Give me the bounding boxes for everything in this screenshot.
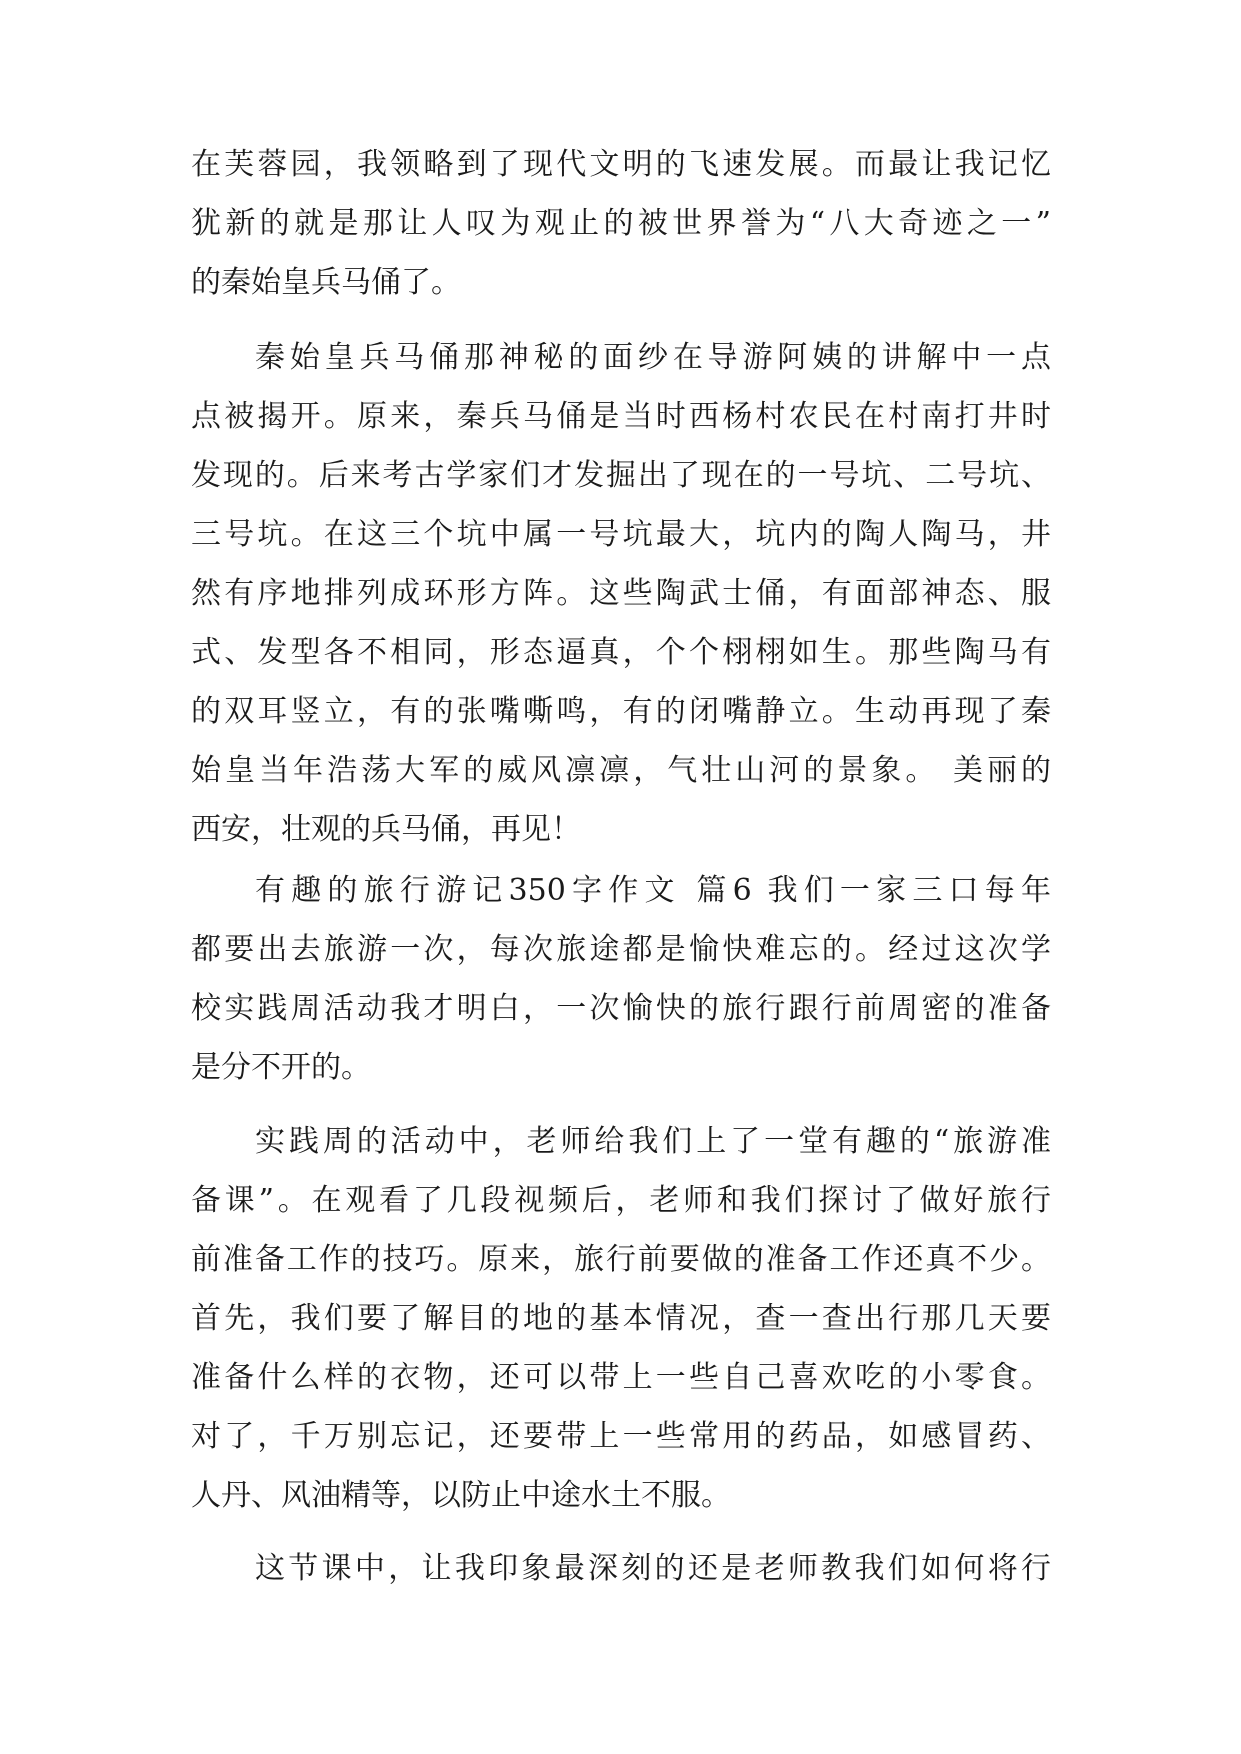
text-line: 的秦始皇兵马俑了。 (191, 265, 461, 300)
text-line: 有趣的旅行游记350字作文 篇6 我们一家三口每年 (255, 873, 1051, 908)
text-line: 首先，我们要了解目的地的基本情况，查一查出行那几天要 (191, 1301, 1051, 1336)
text-line: 人丹、风油精等，以防止中途水土不服。 (191, 1478, 731, 1513)
text-line: 在芙蓉园，我领略到了现代文明的飞速发展。而最让我记忆 (191, 147, 1051, 182)
text-line: 备课”。在观看了几段视频后，老师和我们探讨了做好旅行 (191, 1183, 1051, 1218)
text-line: 秦始皇兵马俑那神秘的面纱在导游阿姨的讲解中一点 (255, 340, 1051, 375)
text-line: 前准备工作的技巧。原来，旅行前要做的准备工作还真不少。 (191, 1242, 1051, 1277)
text-line: 犹新的就是那让人叹为观止的被世界誉为“八大奇迹之一” (191, 206, 1051, 241)
text-line: 对了，千万别忘记，还要带上一些常用的药品，如感冒药、 (191, 1419, 1051, 1454)
text-line: 都要出去旅游一次，每次旅途都是愉快难忘的。经过这次学 (191, 932, 1051, 967)
text-line: 实践周的活动中，老师给我们上了一堂有趣的“旅游准 (255, 1124, 1051, 1159)
text-line: 点被揭开。原来，秦兵马俑是当时西杨村农民在村南打井时 (191, 399, 1051, 434)
text-line: 发现的。后来考古学家们才发掘出了现在的一号坑、二号坑、 (191, 458, 1051, 493)
text-line: 西安，壮观的兵马俑，再见！ (191, 812, 581, 847)
text-line: 校实践周活动我才明白，一次愉快的旅行跟行前周密的准备 (191, 991, 1051, 1026)
text-line: 三号坑。在这三个坑中属一号坑最大，坑内的陶人陶马，井 (191, 517, 1051, 552)
text-line: 准备什么样的衣物，还可以带上一些自己喜欢吃的小零食。 (191, 1360, 1051, 1395)
text-line: 然有序地排列成环形方阵。这些陶武士俑，有面部神态、服 (191, 576, 1051, 611)
text-line: 是分不开的。 (191, 1050, 371, 1085)
text-line: 式、发型各不相同，形态逼真，个个栩栩如生。那些陶马有 (191, 635, 1051, 670)
text-line: 这节课中，让我印象最深刻的还是老师教我们如何将行 (255, 1551, 1051, 1586)
text-line: 始皇当年浩荡大军的威风凛凛，气壮山河的景象。 美丽的 (191, 753, 1051, 788)
text-line: 的双耳竖立，有的张嘴嘶鸣，有的闭嘴静立。生动再现了秦 (191, 694, 1051, 729)
